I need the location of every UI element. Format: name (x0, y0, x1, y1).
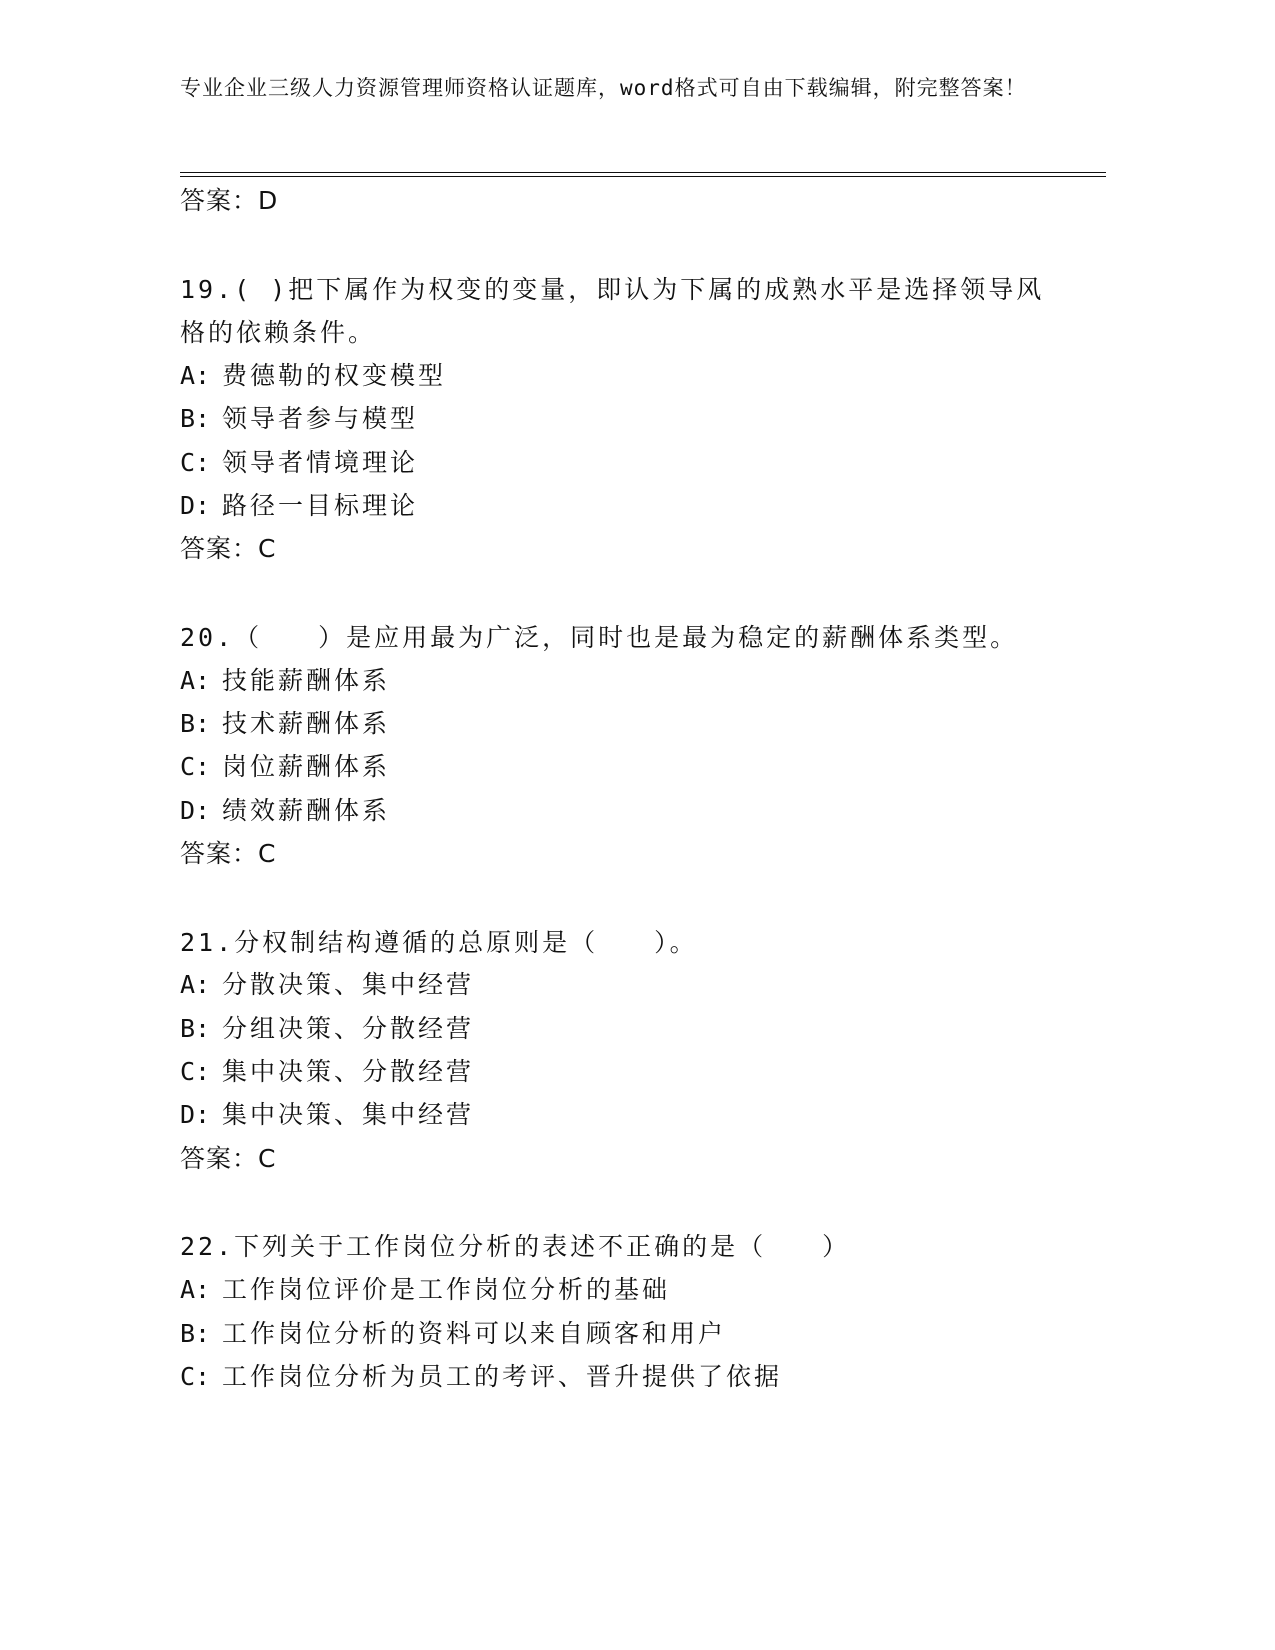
option-text: 领导者情境理论 (222, 448, 419, 477)
option-text: 领导者参与模型 (222, 404, 419, 433)
option-text: 集中决策、集中经营 (222, 1100, 475, 1129)
question-20-option-a (180, 664, 390, 698)
option-text: 分组决策、分散经营 (222, 1014, 475, 1043)
question-21-option-a (180, 968, 474, 1002)
question-22-option-a (180, 1273, 670, 1307)
option-text: 集中决策、分散经营 (222, 1057, 475, 1086)
option-label: C: (180, 1362, 211, 1391)
header-divider-top (180, 172, 1106, 173)
question-19-option-a (180, 359, 446, 393)
option-label: C: (180, 1057, 211, 1086)
option-text: 绩效薪酬体系 (222, 796, 391, 825)
question-21-option-d (180, 1098, 474, 1132)
option-text: 费德勒的权变模型 (222, 361, 447, 390)
option-label: D: (180, 491, 211, 520)
question-19-text: 19.( )把下属作为权变的变量，即认为下属的成熟水平是选择领导风格的依赖条件。 (180, 275, 1045, 347)
question-22-option-c (180, 1360, 782, 1394)
question-19-option-d (180, 489, 418, 523)
question-21-option-b (180, 1012, 474, 1046)
answer-19: 答案：C (180, 534, 277, 563)
option-label: C: (180, 752, 211, 781)
question-19-option-c (180, 446, 418, 480)
option-label: D: (180, 1100, 211, 1129)
option-label: A: (180, 666, 211, 695)
option-text: 工作岗位评价是工作岗位分析的基础 (222, 1275, 671, 1304)
option-text: 工作岗位分析为员工的考评、晋升提供了依据 (222, 1362, 783, 1391)
option-label: B: (180, 1319, 211, 1348)
option-label: A: (180, 970, 211, 999)
option-text: 工作岗位分析的资料可以来自顾客和用户 (222, 1319, 727, 1348)
option-label: B: (180, 709, 211, 738)
option-label: B: (180, 404, 211, 433)
option-text: 岗位薪酬体系 (222, 752, 391, 781)
question-20-option-c (180, 750, 390, 784)
option-text: 技术薪酬体系 (222, 709, 391, 738)
option-label: A: (180, 1275, 211, 1304)
header-divider-bottom (180, 176, 1106, 177)
question-21-option-c (180, 1055, 474, 1089)
option-text: 路径一目标理论 (222, 491, 419, 520)
question-22-option-b (180, 1317, 726, 1351)
question-20-option-b (180, 707, 390, 741)
option-text: 分散决策、集中经营 (222, 970, 475, 999)
question-19-option-b (180, 402, 418, 436)
page-header-text: 专业企业三级人力资源管理师资格认证题库，word格式可自由下载编辑，附完整答案！ (180, 76, 1027, 100)
question-20-option-d (180, 794, 390, 828)
option-label: B: (180, 1014, 211, 1043)
answer-21: 答案：C (180, 1144, 277, 1173)
option-label: D: (180, 796, 211, 825)
answer-20: 答案：C (180, 839, 277, 868)
question-22-text: 22.下列关于工作岗位分析的表述不正确的是（ ） (180, 1232, 851, 1261)
option-label: C: (180, 448, 211, 477)
option-text: 技能薪酬体系 (222, 666, 391, 695)
option-label: A: (180, 361, 211, 390)
question-20-text: 20.（ ）是应用最为广泛，同时也是最为稳定的薪酬体系类型。 (180, 623, 1019, 652)
answer-18: 答案：D (180, 186, 279, 215)
question-21-text: 21.分权制结构遵循的总原则是（ ）。 (180, 928, 698, 957)
